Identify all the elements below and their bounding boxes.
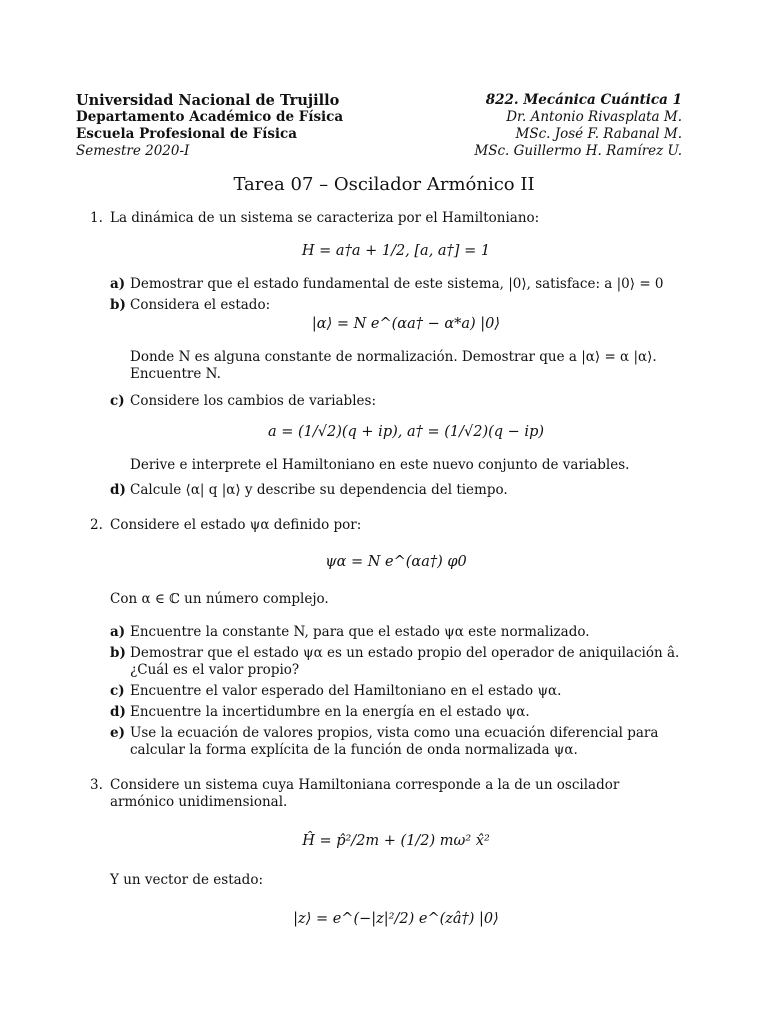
oscillator-hamiltonian-equation: Ĥ = p̂²/2m + (1/2) mω² x̂² bbox=[302, 833, 490, 849]
part-text: Encuentre el valor esperado del Hamiltoniano en el estado ψα. bbox=[130, 683, 562, 699]
problem-2 bbox=[90, 517, 682, 759]
department-name: Departamento Académico de Física bbox=[76, 109, 344, 125]
part-note: Donde N es alguna constante de normalización. Demostrar que a |α⟩ = α |α⟩. Encuentre N. bbox=[130, 349, 657, 382]
part-note: Derive e interprete el Hamiltoniano en este nuevo conjunto de variables. bbox=[130, 457, 630, 473]
problem-after-text: Con α ∈ ℂ un número complejo. bbox=[110, 591, 329, 607]
part-2c bbox=[110, 683, 682, 700]
part-text: Demostrar que el estado fundamental de este sistema, |0⟩, satisface: a |0⟩ = 0 bbox=[130, 276, 664, 292]
part-label: e) bbox=[110, 725, 125, 741]
variable-change-equation: a = (1/√2)(q + ip), a† = (1/√2)(q − ip) bbox=[267, 424, 545, 440]
problem-3 bbox=[90, 777, 682, 928]
part-label: c) bbox=[110, 393, 125, 409]
hamiltonian-equation: H = a†a + 1/2, [a, a†] = 1 bbox=[301, 243, 491, 259]
part-1c bbox=[110, 393, 682, 474]
problem-number: 3. bbox=[90, 777, 103, 793]
header bbox=[76, 92, 682, 160]
part-label: b) bbox=[110, 645, 126, 661]
part-1d bbox=[110, 482, 682, 499]
part-label: d) bbox=[110, 482, 126, 498]
part-1a bbox=[110, 276, 682, 293]
teacher-3: MSc. Guillermo H. Ramírez U. bbox=[474, 143, 682, 159]
part-text: Encuentre la incertidumbre en la energía en el estado ψα. bbox=[130, 704, 530, 720]
part-text: Calcule ⟨α| q |α⟩ y describe su dependencia del tiempo. bbox=[130, 482, 508, 498]
part-label: b) bbox=[110, 297, 126, 313]
part-1b bbox=[110, 297, 682, 383]
part-text: Encuentre la constante N, para que el estado ψα este normalizado. bbox=[130, 624, 590, 640]
problem-number: 1. bbox=[90, 210, 103, 226]
part-label: a) bbox=[110, 276, 126, 292]
problem-intro: Considere un sistema cuya Hamiltoniana corresponde a la de un oscilador armónico unidimensional. bbox=[110, 777, 620, 810]
part-label: c) bbox=[110, 683, 125, 699]
university-name: Universidad Nacional de Trujillo bbox=[76, 92, 340, 109]
teacher-2: MSc. José F. Rabanal M. bbox=[515, 126, 682, 142]
part-text: Considera el estado: bbox=[130, 297, 271, 313]
semester: Semestre 2020-I bbox=[76, 143, 190, 159]
part-2e bbox=[110, 725, 682, 759]
school-name: Escuela Profesional de Física bbox=[76, 126, 298, 142]
problem-1 bbox=[90, 210, 682, 499]
page-title: Tarea 07 – Oscilador Armónico II bbox=[233, 174, 535, 195]
teacher-1: Dr. Antonio Rivasplata M. bbox=[506, 109, 682, 125]
problem-list bbox=[90, 210, 682, 950]
part-text: Use la ecuación de valores propios, vista como una ecuación diferencial para calcular la forma explícita de la función de onda normalizada ψα. bbox=[130, 725, 659, 758]
part-label: d) bbox=[110, 704, 126, 720]
course-name: 822. Mecánica Cuántica 1 bbox=[485, 92, 682, 108]
state-equation: |α⟩ = N e^(αa† − α*a) |0⟩ bbox=[311, 316, 501, 332]
header-right bbox=[474, 92, 682, 160]
part-label: a) bbox=[110, 624, 126, 640]
part-2a bbox=[110, 624, 682, 641]
problem-number: 2. bbox=[90, 517, 103, 533]
problem-intro: La dinámica de un sistema se caracteriza por el Hamiltoniano: bbox=[110, 210, 540, 226]
coherent-state-equation: |z⟩ = e^(−|z|²/2) e^(zâ†) |0⟩ bbox=[293, 911, 499, 927]
part-text: Demostrar que el estado ψα es un estado propio del operador de aniquilación â. ¿Cuál es el valor propio? bbox=[130, 645, 680, 678]
state-definition-equation: ψα = N e^(αa†) φ0 bbox=[325, 554, 467, 570]
part-2b bbox=[110, 645, 682, 679]
part-text: Considere los cambios de variables: bbox=[130, 393, 376, 409]
header-left bbox=[76, 92, 343, 160]
problem-after-text: Y un vector de estado: bbox=[110, 872, 263, 888]
problem-intro: Considere el estado ψα definido por: bbox=[110, 517, 362, 533]
part-2d bbox=[110, 704, 682, 721]
